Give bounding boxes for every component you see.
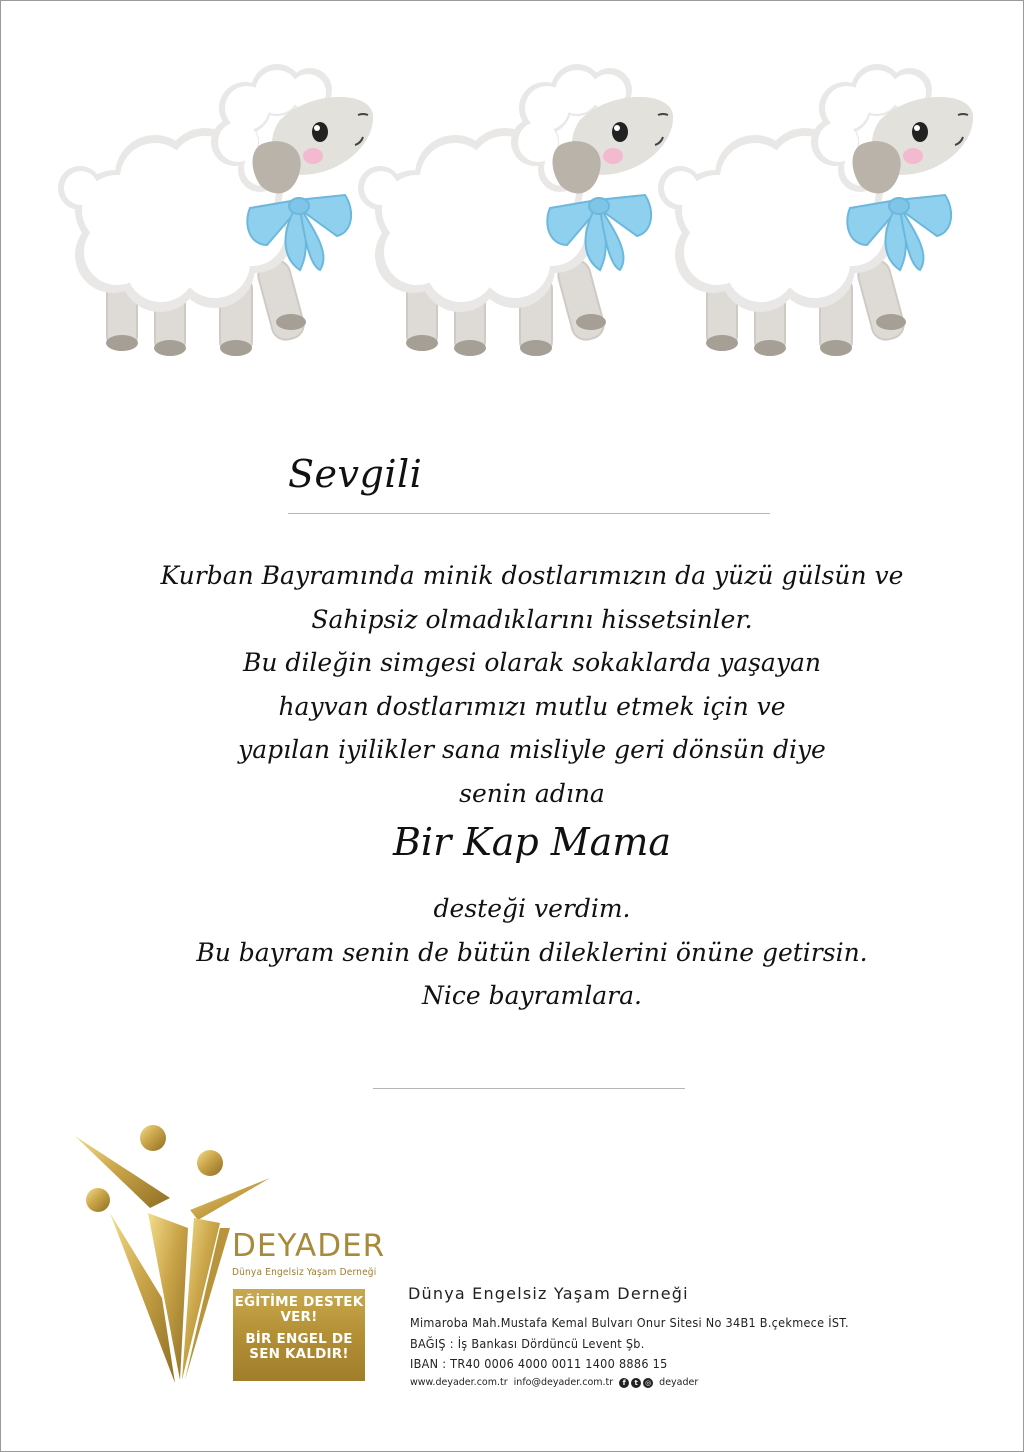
- message-line: hayvan dostlarımızı mutlu etmek için ve: [278, 691, 786, 721]
- facebook-icon[interactable]: f: [619, 1378, 629, 1388]
- instagram-icon[interactable]: ◎: [645, 1378, 652, 1387]
- closing-line: Bu bayram senin de bütün dileklerini önüne getirsin.: [196, 937, 868, 967]
- iban-text: IBAN : TR40 0006 4000 0011 1400 8886 15: [410, 1356, 668, 1371]
- sheep-illustration: [655, 60, 975, 360]
- closing-line: Nice bayramlara.: [422, 981, 642, 1010]
- address-text: Mimaroba Mah.Mustafa Kemal Bulvarı Onur Sitesi No 34B1 B.çekmece İST.: [410, 1315, 849, 1330]
- contact-line: [410, 1377, 698, 1388]
- message-line: yapılan iyilikler sana misliyle geri dönsün diye: [238, 735, 826, 764]
- donation-highlight: Bir Kap Mama: [392, 820, 672, 864]
- bank-text: BAĞIŞ : İş Bankası Dördüncü Levent Şb.: [410, 1336, 645, 1351]
- message-line: Kurban Bayramında minik dostlarımızın da yüzü gülsün ve: [160, 561, 904, 590]
- slogan-line: BİR ENGEL DE SEN KALDIR!: [245, 1331, 353, 1362]
- twitter-icon[interactable]: t: [631, 1378, 641, 1388]
- sheep-illustration-row: [55, 60, 975, 360]
- website-link[interactable]: www.deyader.com.tr: [410, 1377, 508, 1388]
- sheep-illustration: [55, 60, 375, 360]
- closing-line: desteği verdim.: [433, 894, 631, 923]
- slogan-box: [233, 1289, 365, 1381]
- message-body: [112, 554, 952, 815]
- message-line: Sahipsiz olmadıklarını hissetsinler.: [311, 604, 753, 634]
- organization-name: Dünya Engelsiz Yaşam Derneği: [408, 1284, 689, 1303]
- brand-subtitle: Dünya Engelsiz Yaşam Derneği: [232, 1267, 377, 1278]
- name-underline: [288, 513, 770, 514]
- sheep-illustration: [355, 60, 675, 360]
- message-line: senin adına: [459, 778, 605, 808]
- closing-body: [112, 887, 952, 1018]
- brand-name: DEYADER: [232, 1228, 386, 1264]
- email-link[interactable]: info@deyader.com.tr: [513, 1377, 614, 1388]
- greeting-heading: Sevgili: [288, 452, 423, 496]
- social-handle: deyader: [659, 1377, 699, 1388]
- signature-line: [373, 1088, 685, 1089]
- message-line: Bu dileğin simgesi olarak sokaklarda yaşayan: [243, 648, 821, 677]
- slogan-line: EĞİTİME DESTEK VER!: [234, 1294, 364, 1325]
